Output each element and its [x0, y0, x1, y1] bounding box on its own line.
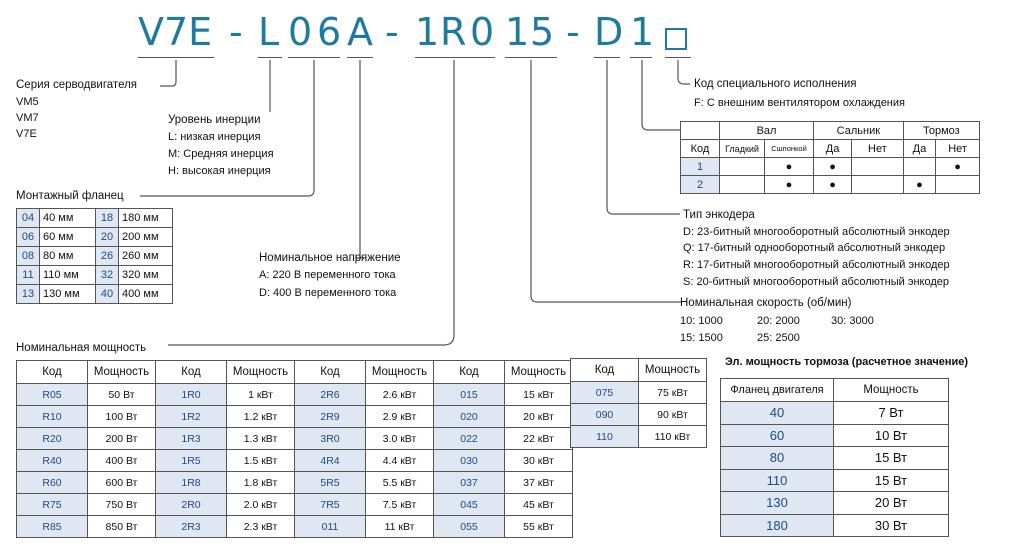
- brake-table: [720, 378, 949, 537]
- options-cell: [720, 176, 765, 194]
- code-special-box: [665, 14, 687, 58]
- brake-power: 10 Вт: [834, 424, 949, 447]
- options-code: 2: [681, 176, 720, 194]
- code-inertia: L: [258, 10, 280, 54]
- power-value: 20 кВт: [505, 406, 573, 428]
- code-series: V7E: [138, 10, 213, 54]
- power-code: 2R9: [295, 406, 366, 428]
- code-speed-2: 5: [530, 10, 555, 54]
- power-code: 1R2: [156, 406, 227, 428]
- table-row: [17, 266, 173, 285]
- table-row: [681, 140, 980, 158]
- power-code: 022: [434, 428, 505, 450]
- code-flange-2: 6: [317, 10, 342, 54]
- leader-series: [160, 60, 176, 86]
- flange-size: 110 мм: [40, 266, 96, 285]
- leader-option: [642, 60, 680, 130]
- code-flange-1: 0: [288, 10, 313, 54]
- power-value: 750 Вт: [88, 494, 156, 516]
- options-subheader: Код: [681, 140, 720, 158]
- brake-flange: 180: [721, 514, 834, 537]
- power-value: 15 кВт: [505, 384, 573, 406]
- power-code: R40: [17, 450, 88, 472]
- power-code: R85: [17, 516, 88, 538]
- underline: [505, 57, 557, 58]
- flange-size: 260 мм: [119, 247, 173, 266]
- flange-size: 130 мм: [40, 285, 96, 304]
- speed-title: Номинальная скорость (об/мин): [680, 297, 852, 309]
- options-header-seal: Сальник: [814, 122, 904, 140]
- table-row: [17, 247, 173, 266]
- code-dash: -: [229, 10, 243, 54]
- power-value: 100 Вт: [88, 406, 156, 428]
- inertia-title: Уровень инерции: [168, 114, 261, 126]
- power-header-code: Код: [571, 359, 639, 382]
- series-item: V7E: [16, 128, 37, 140]
- table-row: [721, 447, 949, 470]
- table-row: [571, 426, 707, 448]
- speed-item: 20: 2000: [757, 315, 800, 327]
- table-row: [17, 361, 573, 384]
- brake-header-power: Мощность: [834, 379, 949, 402]
- code-encoder: D: [594, 10, 624, 54]
- flange-size: 200 мм: [119, 228, 173, 247]
- table-row: [17, 209, 173, 228]
- power-header-power: Мощность: [505, 361, 573, 384]
- options-table: [680, 121, 980, 194]
- power-code: R75: [17, 494, 88, 516]
- inertia-item: L: низкая инерция: [168, 131, 261, 143]
- options-subheader: Да: [903, 140, 935, 158]
- power-table-extra: [570, 358, 707, 448]
- power-code: 110: [571, 426, 639, 448]
- power-value: 3.0 кВт: [366, 428, 434, 450]
- table-row: [721, 402, 949, 425]
- options-subheader: Гладкий: [720, 140, 765, 158]
- power-code: 4R4: [295, 450, 366, 472]
- power-value: 7.5 кВт: [366, 494, 434, 516]
- power-header-code: Код: [17, 361, 88, 384]
- underline: [665, 57, 691, 58]
- series-item: VM5: [16, 96, 39, 108]
- power-code: 090: [571, 404, 639, 426]
- power-code: 1R3: [156, 428, 227, 450]
- table-row: [17, 450, 573, 472]
- underline: [347, 57, 373, 58]
- table-row: [571, 404, 707, 426]
- speed-item: 10: 1000: [680, 315, 723, 327]
- options-cell: [852, 158, 904, 176]
- flange-code: 13: [17, 285, 40, 304]
- power-header-code: Код: [295, 361, 366, 384]
- power-value: 45 кВт: [505, 494, 573, 516]
- leader-special: [678, 60, 690, 84]
- options-header-shaft: Вал: [720, 122, 814, 140]
- brake-power: 15 Вт: [834, 447, 949, 470]
- flange-title: Монтажный фланец: [16, 190, 124, 202]
- power-value: 37 кВт: [505, 472, 573, 494]
- power-header-code: Код: [434, 361, 505, 384]
- power-value: 2.9 кВт: [366, 406, 434, 428]
- options-header-brake: Тормоз: [903, 122, 979, 140]
- table-row: [17, 428, 573, 450]
- encoder-item: S: 20-битный многооборотный абсолютный энкодер: [683, 276, 949, 288]
- table-row: [17, 472, 573, 494]
- power-code: 015: [434, 384, 505, 406]
- voltage-item: A: 220 В переменного тока: [259, 269, 396, 281]
- power-title: Номинальная мощность: [16, 342, 147, 354]
- options-cell: ●: [765, 176, 814, 194]
- power-value: 30 кВт: [505, 450, 573, 472]
- brake-flange: 130: [721, 492, 834, 515]
- power-code: 055: [434, 516, 505, 538]
- brake-power: 15 Вт: [834, 469, 949, 492]
- power-code: 7R5: [295, 494, 366, 516]
- power-code: 030: [434, 450, 505, 472]
- table-row: [721, 424, 949, 447]
- power-value: 1 кВт: [227, 384, 295, 406]
- table-row: [571, 359, 707, 382]
- brake-flange: 60: [721, 424, 834, 447]
- power-header-code: Код: [156, 361, 227, 384]
- flange-size: 40 мм: [40, 209, 96, 228]
- power-header-power: Мощность: [227, 361, 295, 384]
- code-dash: -: [566, 10, 580, 54]
- power-code: 3R0: [295, 428, 366, 450]
- series-item: VM7: [16, 112, 39, 124]
- flange-code: 18: [96, 209, 119, 228]
- brake-flange: 80: [721, 447, 834, 470]
- power-value: 200 Вт: [88, 428, 156, 450]
- power-code: 045: [434, 494, 505, 516]
- power-code: 011: [295, 516, 366, 538]
- power-value: 110 кВт: [639, 426, 707, 448]
- leader-power: [168, 60, 454, 345]
- speed-item: 25: 2500: [757, 332, 800, 344]
- code-option: 1: [630, 10, 655, 54]
- power-header-power: Мощность: [366, 361, 434, 384]
- options-cell: ●: [814, 176, 852, 194]
- flange-code: 26: [96, 247, 119, 266]
- power-value: 2.6 кВт: [366, 384, 434, 406]
- table-row: [17, 285, 173, 304]
- inertia-item: M: Средняя инерция: [168, 148, 274, 160]
- options-cell: ●: [765, 158, 814, 176]
- underline: [594, 57, 620, 58]
- power-header-power: Мощность: [88, 361, 156, 384]
- underline: [258, 57, 282, 58]
- leader-voltage: [356, 60, 364, 258]
- power-code: R10: [17, 406, 88, 428]
- power-code: R05: [17, 384, 88, 406]
- model-code: [0, 0, 1024, 60]
- table-row: [571, 382, 707, 404]
- flange-size: 80 мм: [40, 247, 96, 266]
- power-value: 600 Вт: [88, 472, 156, 494]
- power-code: 1R5: [156, 450, 227, 472]
- table-row: [721, 379, 949, 402]
- code-voltage: A: [347, 10, 373, 54]
- speed-item: 30: 3000: [831, 315, 874, 327]
- options-subheader: Нет: [852, 140, 904, 158]
- power-value: 22 кВт: [505, 428, 573, 450]
- table-row: [721, 514, 949, 537]
- encoder-item: R: 17-битный многооборотный абсолютный энкодер: [683, 259, 950, 271]
- table-row: [17, 516, 573, 538]
- table-row: [17, 384, 573, 406]
- brake-power: 30 Вт: [834, 514, 949, 537]
- options-subheader: Сшпонкой: [765, 140, 814, 158]
- power-header-power: Мощность: [639, 359, 707, 382]
- table-row: [17, 494, 573, 516]
- encoder-item: D: 23-битный многооборотный абсолютный энкодер: [683, 226, 950, 238]
- options-subheader: Нет: [936, 140, 980, 158]
- power-code: 2R6: [295, 384, 366, 406]
- options-cell: [852, 176, 904, 194]
- table-row: [681, 176, 980, 194]
- table-row: [681, 122, 980, 140]
- power-value: 1.8 кВт: [227, 472, 295, 494]
- power-value: 4.4 кВт: [366, 450, 434, 472]
- leader-speed: [531, 60, 682, 302]
- power-value: 2.3 кВт: [227, 516, 295, 538]
- power-value: 1.5 кВт: [227, 450, 295, 472]
- underline: [630, 57, 652, 58]
- power-value: 2.0 кВт: [227, 494, 295, 516]
- inertia-item: H: высокая инерция: [168, 165, 271, 177]
- flange-code: 11: [17, 266, 40, 285]
- brake-power: 20 Вт: [834, 492, 949, 515]
- power-value: 90 кВт: [639, 404, 707, 426]
- brake-flange: 110: [721, 469, 834, 492]
- speed-item: 15: 1500: [680, 332, 723, 344]
- power-code: 1R8: [156, 472, 227, 494]
- power-code: R60: [17, 472, 88, 494]
- power-value: 850 Вт: [88, 516, 156, 538]
- flange-code: 40: [96, 285, 119, 304]
- table-row: [721, 469, 949, 492]
- table-row: [17, 228, 173, 247]
- special-item: F: С внешним вентилятором охлаждения: [694, 97, 905, 109]
- code-power-2: R: [440, 10, 467, 54]
- underline: [415, 57, 495, 58]
- options-cell: [720, 158, 765, 176]
- power-value: 1.2 кВт: [227, 406, 295, 428]
- power-value: 1.3 кВт: [227, 428, 295, 450]
- power-value: 11 кВт: [366, 516, 434, 538]
- encoder-title: Тип энкодера: [683, 209, 755, 221]
- flange-size: 180 мм: [119, 209, 173, 228]
- brake-flange: 40: [721, 402, 834, 425]
- power-code: R20: [17, 428, 88, 450]
- encoder-item: Q: 17-битный однооборотный абсолютный энкодер: [683, 242, 946, 254]
- options-cell: ●: [936, 158, 980, 176]
- code-speed-1: 1: [505, 10, 530, 54]
- table-row: [721, 492, 949, 515]
- leader-encoder: [607, 60, 680, 214]
- power-code: 2R3: [156, 516, 227, 538]
- power-value: 50 Вт: [88, 384, 156, 406]
- series-title: Серия серводвигателя: [16, 79, 138, 91]
- options-cell: ●: [903, 176, 935, 194]
- brake-title: Эл. мощность тормоза (расчетное значение): [725, 356, 969, 368]
- underline: [138, 57, 214, 58]
- voltage-item: D: 400 В переменного тока: [259, 287, 397, 299]
- power-value: 55 кВт: [505, 516, 573, 538]
- power-value: 5.5 кВт: [366, 472, 434, 494]
- flange-code: 06: [17, 228, 40, 247]
- options-cell: [903, 158, 935, 176]
- flange-size: 400 мм: [119, 285, 173, 304]
- power-table: [16, 360, 573, 538]
- flange-table: [16, 208, 173, 304]
- power-value: 400 Вт: [88, 450, 156, 472]
- options-subheader: Да: [814, 140, 852, 158]
- options-cell: ●: [814, 158, 852, 176]
- flange-size: 60 мм: [40, 228, 96, 247]
- options-cell: [936, 176, 980, 194]
- table-row: [681, 158, 980, 176]
- power-code: 075: [571, 382, 639, 404]
- voltage-title: Номинальное напряжение: [259, 252, 401, 264]
- power-code: 1R0: [156, 384, 227, 406]
- flange-size: 320 мм: [119, 266, 173, 285]
- flange-code: 08: [17, 247, 40, 266]
- flange-code: 20: [96, 228, 119, 247]
- special-title: Код специального исполнения: [694, 78, 857, 90]
- flange-code: 04: [17, 209, 40, 228]
- code-power-3: 0: [470, 10, 495, 54]
- power-code: 2R0: [156, 494, 227, 516]
- power-value: 75 кВт: [639, 382, 707, 404]
- power-code: 037: [434, 472, 505, 494]
- brake-power: 7 Вт: [834, 402, 949, 425]
- code-dash: -: [385, 10, 399, 54]
- options-code: 1: [681, 158, 720, 176]
- brake-header-flange: Фланец двигателя: [721, 379, 834, 402]
- power-code: 020: [434, 406, 505, 428]
- options-corner: [681, 122, 720, 140]
- table-row: [17, 406, 573, 428]
- code-power-1: 1: [415, 10, 440, 54]
- power-code: 5R5: [295, 472, 366, 494]
- underline: [288, 57, 340, 58]
- flange-code: 32: [96, 266, 119, 285]
